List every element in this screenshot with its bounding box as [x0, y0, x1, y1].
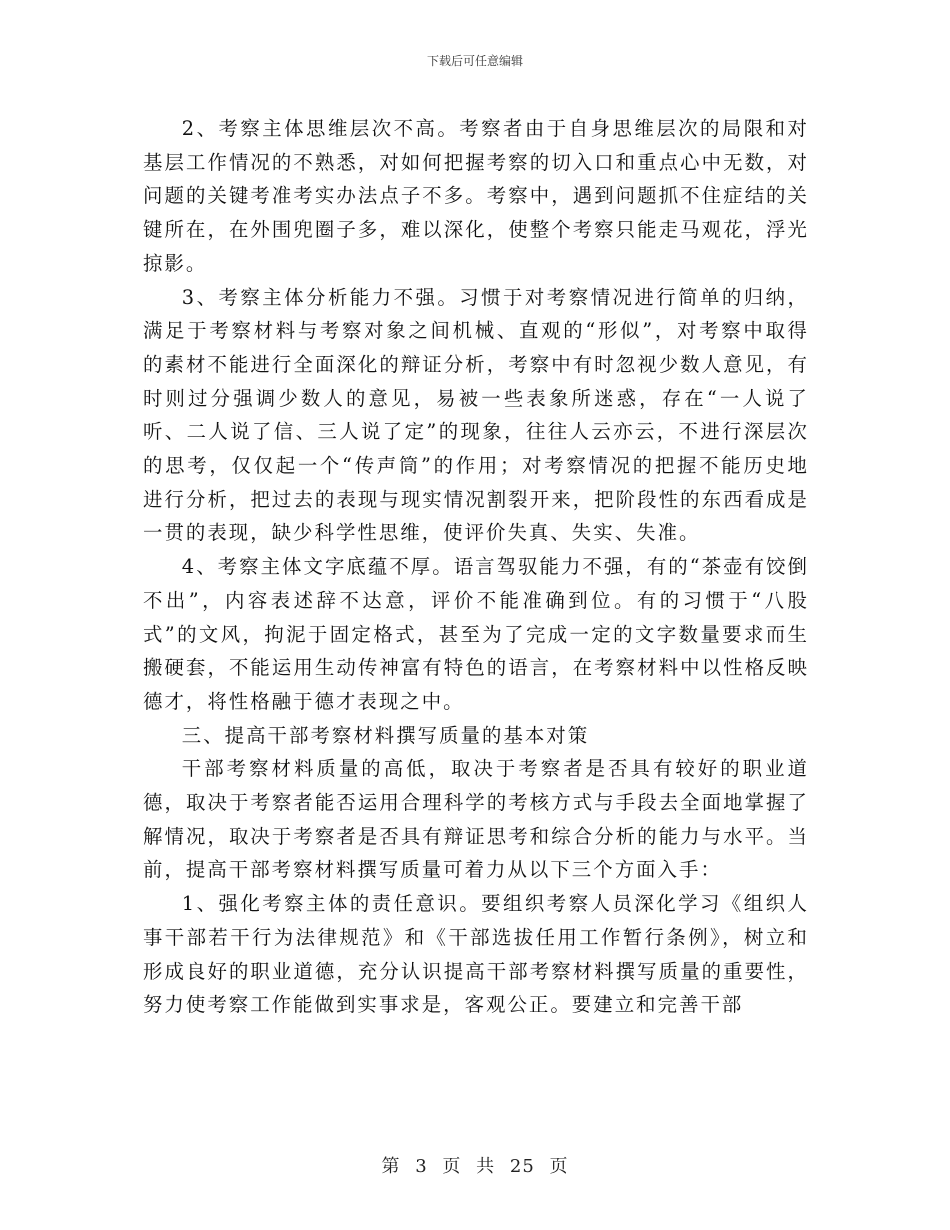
current-page-number: 3	[415, 1156, 428, 1177]
page-header: 下载后可任意编辑	[426, 54, 523, 68]
document-body	[143, 112, 809, 1022]
paragraph-countermeasure-1: 1、强化考察主体的责任意识。要组织考察人员深化学习《组织人事干部若干行为法律规范》和《干部选拔任用工作暂行条例》，树立和形成良好的职业道德，充分认识提高干部考察材料撰写质量的重要性，努力使考察工作能做到实事求是，客观公正。要建立和完善干部	[143, 892, 809, 1017]
footer-label-total: 共	[476, 1156, 496, 1177]
paragraph-point-4: 4、考察主体文字底蕴不厚。语言驾驭能力不强，有的“茶壶有饺倒不出”，内容表述辞不达意，评价不能准确到位。有的习惯于“八股式”的文风，拘泥于固定格式，甚至为了完成一定的文字数量要求而生搬硬套，不能运用生动传神富有特色的语言，在考察材料中以性格反映德才，将性格融于德才表现之中。	[143, 555, 809, 713]
paragraph-intro-countermeasures: 干部考察材料质量的高低，取决于考察者是否具有较好的职业道德，取决于考察者能否运用合理科学的考核方式与手段去全面地掌握了解情况，取决于考察者是否具有辩证思考和综合分析的能力与水平。当前，提高干部考察材料撰写质量可着力从以下三个方面入手：	[143, 757, 809, 882]
paragraph-point-2: 2、考察主体思维层次不高。考察者由于自身思维层次的局限和对基层工作情况的不熟悉，对如何把握考察的切入口和重点心中无数，对问题的关键考准考实办法点子不多。考察中，遇到问题抓不住症结的关键所在，在外围兜圈子多，难以深化，使整个考察只能走马观花，浮光掠影。	[143, 117, 809, 275]
footer-label-end: 页	[549, 1156, 569, 1177]
footer-label-page: 第	[381, 1156, 401, 1177]
total-page-count: 25	[509, 1156, 535, 1177]
paragraph-point-3: 3、考察主体分析能力不强。习惯于对考察情况进行简单的归纳，满足于考察材料与考察对象之间机械、直观的“形似”，对考察中取得的素材不能进行全面深化的辩证分析，考察中有时忽视少数人意见，有时则过分强调少数人的意见，易被一些表象所迷惑，存在“一人说了听、二人说了信、三人说了定”的现象，往往人云亦云，不进行深层次的思考，仅仅起一个“传声筒”的作用；对考察情况的把握不能历史地进行分析，把过去的表现与现实情况割裂开来，把阶段性的东西看成是一贯的表现，缺少科学性思维，使评价失真、失实、失准。	[143, 285, 809, 545]
section-heading-3: 三、提高干部考察材料撰写质量的基本对策	[181, 723, 590, 747]
footer-label-of: 页	[442, 1156, 462, 1177]
page-footer	[0, 1152, 950, 1178]
